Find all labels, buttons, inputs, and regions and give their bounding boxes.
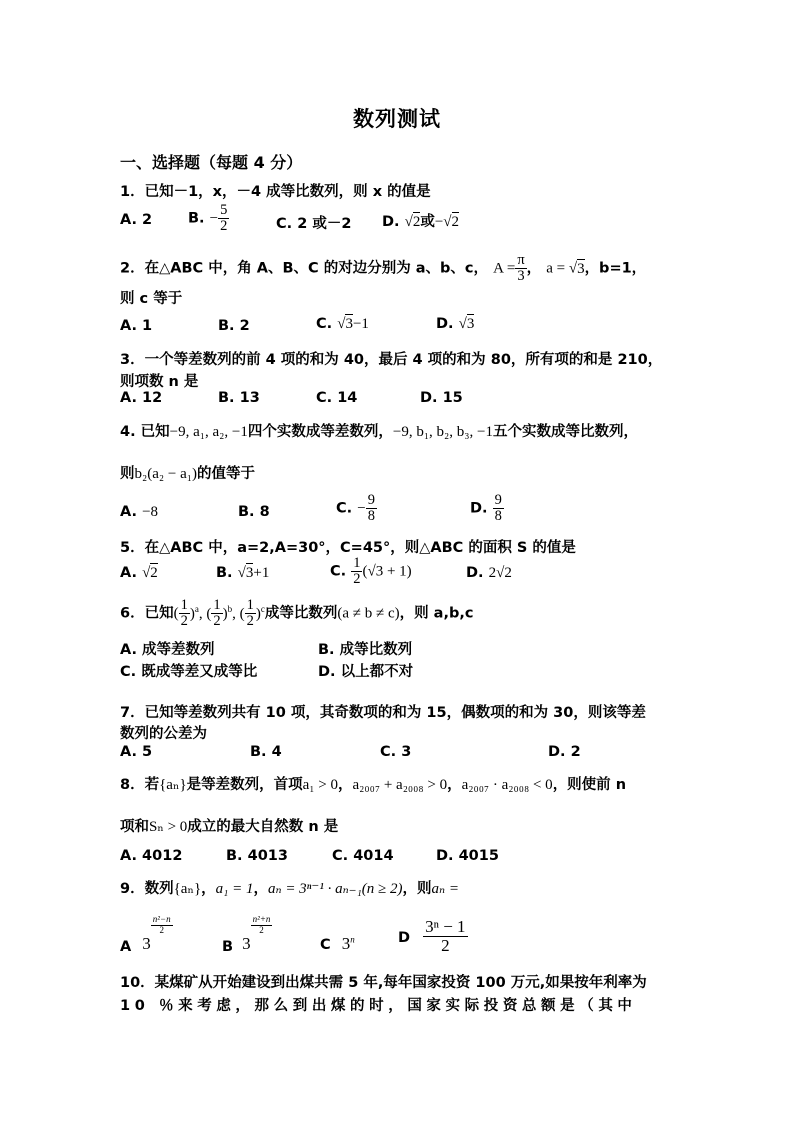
q4-option-a: A. −8 bbox=[120, 504, 159, 520]
q6-option-a: A. 成等差数列 bbox=[120, 642, 215, 658]
question-7-stem-cont: 数列的公差为 bbox=[120, 726, 207, 742]
question-2-stem: 2．在△ABC 中，角 A、B、C 的对边分别为 a、b、c， A = $\frac{\pi}{3}$ ， a = √3，b=1， bbox=[120, 252, 647, 285]
q1-option-b: B. − $\frac{5}{2}$ bbox=[188, 202, 228, 235]
q2-option-a: A. 1 bbox=[120, 318, 153, 334]
page-title: 数列测试 bbox=[353, 107, 441, 131]
question-2-stem-cont: 则 c 等于 bbox=[120, 291, 183, 307]
q9-option-a: A 3 $\frac{\text{n²−n}}{2}$ bbox=[120, 914, 171, 955]
q2-option-c: C. √3−1 bbox=[316, 316, 369, 332]
q4-option-c: C. − $\frac{9}{8}$ bbox=[336, 492, 375, 525]
q5-option-b: B. √3+1 bbox=[216, 565, 270, 581]
q9-option-d: D $\frac{\text{3ⁿ − 1}}{2}$ bbox=[398, 917, 466, 955]
q4-option-b: B. 8 bbox=[238, 504, 270, 520]
question-8-stem-cont: 项和Sₙ > 0成立的最大自然数 n 是 bbox=[120, 819, 339, 835]
q7-option-b: B. 4 bbox=[250, 744, 282, 760]
question-7-stem: 7．已知等差数列共有 10 项，其奇数项的和为 15，偶数项的和为 30，则该等差 bbox=[120, 705, 646, 721]
q8-option-b: B. 4013 bbox=[226, 848, 288, 864]
q3-option-c: C. 14 bbox=[316, 390, 358, 406]
q3-option-d: D. 15 bbox=[420, 390, 463, 406]
q1-option-c: C. 2 或－2 bbox=[276, 216, 352, 232]
q5-option-a: A. √2 bbox=[120, 565, 158, 581]
section-heading: 一、选择题（每题 4 分） bbox=[120, 153, 303, 172]
q1-option-d: D. √2或−√2 bbox=[382, 214, 460, 230]
q9-option-c: C 3$^n$ bbox=[320, 934, 355, 953]
question-3-stem: 3．一个等差数列的前 4 项的和为 40，最后 4 项的和为 80，所有项的和是 210， bbox=[120, 352, 663, 368]
question-8-stem: 8．若{aₙ}是等差数列，首项a₁ > 0，a₂₀₀₇ + a₂₀₀₈ > 0，a₂₀₀₇ · a₂₀₀₈ < 0，则使前 n bbox=[120, 777, 627, 793]
question-5-stem: 5．在△ABC 中，a=2,A=30°，C=45°，则△ABC 的面积 S 的值是 bbox=[120, 540, 576, 556]
q3-option-a: A. 12 bbox=[120, 390, 163, 406]
question-9-stem: 9．数列{aₙ}，a₁ = 1，aₙ = 3ⁿ⁻¹ · aₙ₋₁(n ≥ 2)，则aₙ = bbox=[120, 881, 459, 897]
question-4-stem: 4. 已知−9, a₁, a₂, −1四个实数成等差数列，−9, b₁, b₂, b₃, −1五个实数成等比数列， bbox=[120, 424, 638, 440]
q7-option-d: D. 2 bbox=[548, 744, 581, 760]
q5-option-d: D. 2√2 bbox=[466, 565, 512, 581]
q8-option-c: C. 4014 bbox=[332, 848, 394, 864]
q6-option-b: B. 成等比数列 bbox=[318, 642, 413, 658]
q6-option-c: C. 既成等差又成等比 bbox=[120, 664, 258, 680]
question-10-line-1: 10．某煤矿从开始建设到出煤共需 5 年,每年国家投资 100 万元,如果按年利率为 bbox=[120, 975, 647, 991]
question-1-stem: 1．已知－1，x，－4 成等比数列，则 x 的值是 bbox=[120, 184, 431, 200]
question-10-line-2: 10 ％来考虑，那么到出煤的时，国家实际投资总额是（其中 bbox=[120, 998, 637, 1014]
q4-option-d: D. $\frac{9}{8}$ bbox=[470, 492, 502, 525]
fraction: $\frac{5}{2}$ bbox=[220, 202, 228, 235]
q9-option-b: B 3 $\frac{\text{n²+n}}{2}$ bbox=[222, 914, 271, 955]
question-3-stem-cont: 则项数 n 是 bbox=[120, 374, 199, 390]
question-6-stem: 6．已知( $\frac{1}{2}$ )$^a$, ( $\frac{1}{2}$ )$^b$, ( $\frac{1}{2}$ )$^c$成等比数列(a ≠ b ≠ c)，则 a,b,c bbox=[120, 597, 474, 630]
q6-option-d: D. 以上都不对 bbox=[318, 664, 414, 680]
q5-option-c: C. $\frac{1}{2}$ (√3 + 1) bbox=[330, 555, 412, 588]
q2-option-b: B. 2 bbox=[218, 318, 250, 334]
q3-option-b: B. 13 bbox=[218, 390, 260, 406]
q2-option-d: D. √3 bbox=[436, 316, 475, 332]
q7-option-a: A. 5 bbox=[120, 744, 153, 760]
q1-option-a: A. 2 bbox=[120, 212, 153, 228]
q8-option-a: A. 4012 bbox=[120, 848, 183, 864]
q8-option-d: D. 4015 bbox=[436, 848, 499, 864]
question-4-stem-cont: 则b₂(a₂ − a₁)的值等于 bbox=[120, 466, 255, 482]
q7-option-c: C. 3 bbox=[380, 744, 412, 760]
